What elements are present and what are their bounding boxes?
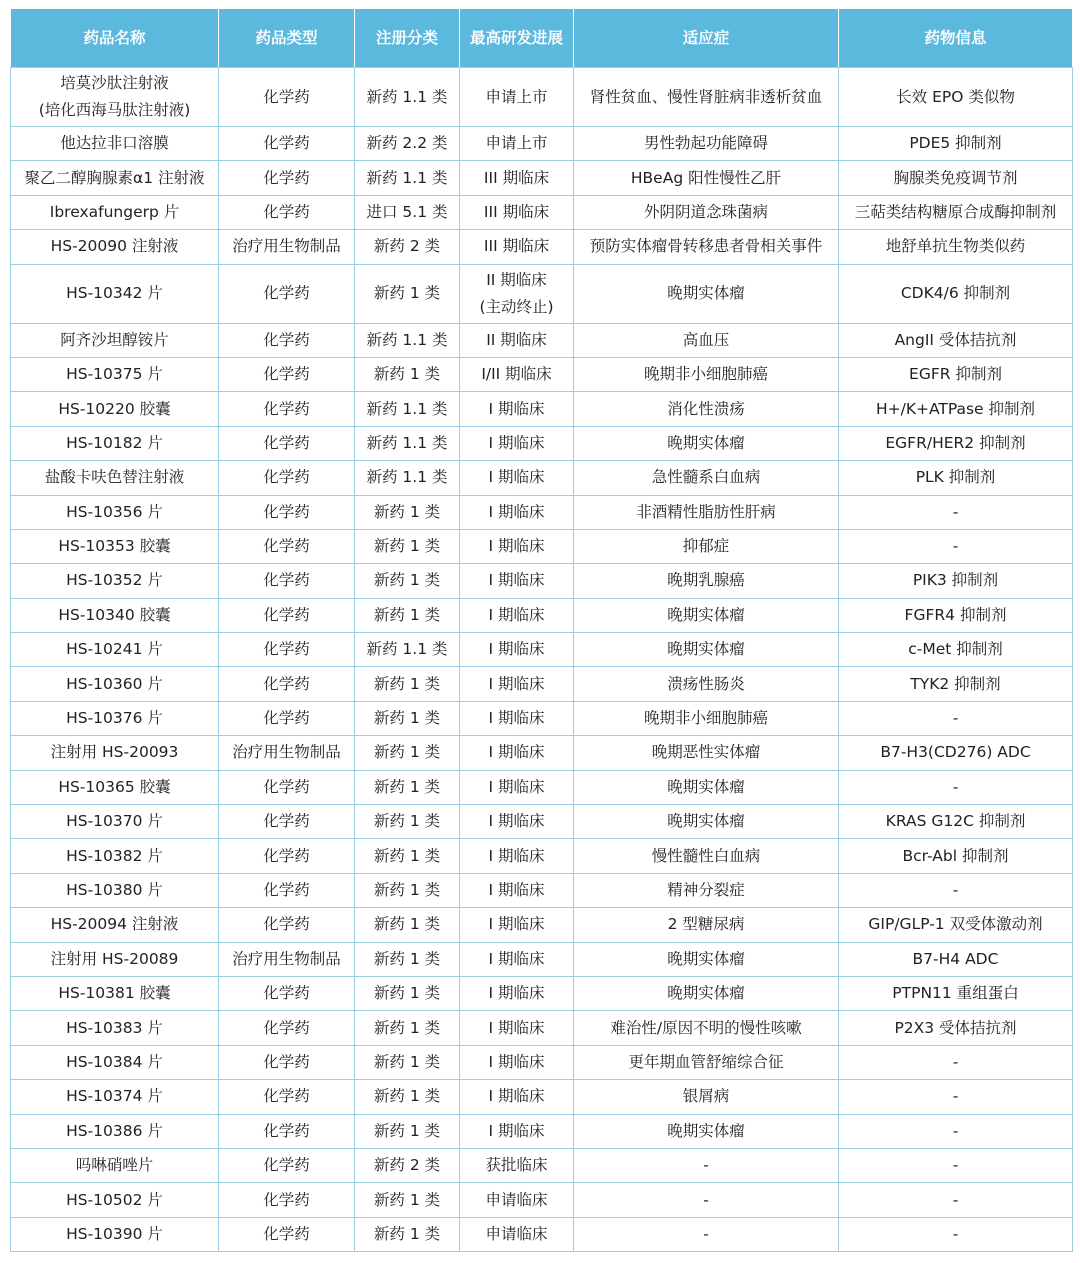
- cell-registration-class: 新药 1.1 类: [355, 68, 460, 127]
- cell-drug-name: HS-10241 片: [11, 633, 219, 667]
- cell-drug-name: HS-10390 片: [11, 1217, 219, 1251]
- header-registration-class: 注册分类: [355, 9, 460, 68]
- table-row: [11, 1114, 1073, 1148]
- header-drug-type: 药品类型: [219, 9, 355, 68]
- table-row: [11, 908, 1073, 942]
- cell-indication: -: [574, 1217, 839, 1251]
- cell-registration-class: 新药 1 类: [355, 908, 460, 942]
- table-row: [11, 701, 1073, 735]
- drug-pipeline-table: [10, 8, 1073, 1252]
- cell-indication: 消化性溃疡: [574, 392, 839, 426]
- table-row: [11, 195, 1073, 229]
- table-row: [11, 736, 1073, 770]
- cell-stage: III 期临床: [460, 230, 574, 264]
- cell-drug-info: CDK4/6 抑制剂: [839, 264, 1073, 323]
- cell-drug-info: GIP/GLP-1 双受体激动剂: [839, 908, 1073, 942]
- cell-drug-type: 化学药: [219, 873, 355, 907]
- cell-stage: I 期临床: [460, 564, 574, 598]
- table-row: [11, 127, 1073, 161]
- cell-stage: I 期临床: [460, 736, 574, 770]
- cell-registration-class: 新药 1 类: [355, 770, 460, 804]
- cell-drug-info: -: [839, 1080, 1073, 1114]
- cell-drug-type: 化学药: [219, 1045, 355, 1079]
- cell-drug-type: 化学药: [219, 495, 355, 529]
- cell-stage: I 期临床: [460, 598, 574, 632]
- cell-drug-info: KRAS G12C 抑制剂: [839, 805, 1073, 839]
- cell-drug-type: 化学药: [219, 392, 355, 426]
- cell-drug-name: Ibrexafungerp 片: [11, 195, 219, 229]
- cell-drug-name: 吗啉硝唑片: [11, 1148, 219, 1182]
- cell-registration-class: 新药 1 类: [355, 1217, 460, 1251]
- cell-indication: 抑郁症: [574, 529, 839, 563]
- cell-drug-name: HS-10182 片: [11, 426, 219, 460]
- cell-registration-class: 新药 1 类: [355, 495, 460, 529]
- cell-drug-info: -: [839, 873, 1073, 907]
- cell-drug-type: 化学药: [219, 633, 355, 667]
- cell-drug-info: -: [839, 529, 1073, 563]
- cell-drug-name: HS-10502 片: [11, 1183, 219, 1217]
- cell-registration-class: 进口 5.1 类: [355, 195, 460, 229]
- cell-stage: I 期临床: [460, 392, 574, 426]
- cell-drug-info: TYK2 抑制剂: [839, 667, 1073, 701]
- cell-drug-name: HS-10352 片: [11, 564, 219, 598]
- cell-drug-info: PLK 抑制剂: [839, 461, 1073, 495]
- cell-drug-name: HS-10380 片: [11, 873, 219, 907]
- cell-registration-class: 新药 1 类: [355, 805, 460, 839]
- cell-stage: I 期临床: [460, 461, 574, 495]
- cell-registration-class: 新药 1 类: [355, 873, 460, 907]
- cell-drug-name: 阿齐沙坦醇铵片: [11, 323, 219, 357]
- cell-line: 培莫沙肽注射液: [60, 74, 169, 92]
- table-row: [11, 873, 1073, 907]
- cell-drug-info: H+/K+ATPase 抑制剂: [839, 392, 1073, 426]
- cell-drug-type: 化学药: [219, 564, 355, 598]
- cell-drug-name: HS-10382 片: [11, 839, 219, 873]
- table-row: [11, 839, 1073, 873]
- table-row: [11, 564, 1073, 598]
- cell-drug-info: c-Met 抑制剂: [839, 633, 1073, 667]
- cell-drug-name: HS-10360 片: [11, 667, 219, 701]
- cell-stage: I 期临床: [460, 426, 574, 460]
- cell-indication: 更年期血管舒缩综合征: [574, 1045, 839, 1079]
- cell-registration-class: 新药 1 类: [355, 1045, 460, 1079]
- cell-registration-class: 新药 1 类: [355, 736, 460, 770]
- table-row: [11, 1045, 1073, 1079]
- cell-indication: 晚期非小细胞肺癌: [574, 357, 839, 391]
- cell-indication: HBeAg 阳性慢性乙肝: [574, 161, 839, 195]
- cell-indication: 难治性/原因不明的慢性咳嗽: [574, 1011, 839, 1045]
- cell-drug-info: EGFR/HER2 抑制剂: [839, 426, 1073, 460]
- cell-drug-name: HS-20094 注射液: [11, 908, 219, 942]
- cell-registration-class: 新药 1.1 类: [355, 323, 460, 357]
- cell-registration-class: 新药 2 类: [355, 1148, 460, 1182]
- cell-drug-name: HS-10353 胶囊: [11, 529, 219, 563]
- cell-registration-class: 新药 1 类: [355, 942, 460, 976]
- cell-drug-info: -: [839, 1045, 1073, 1079]
- cell-drug-info: -: [839, 495, 1073, 529]
- cell-drug-info: B7-H3(CD276) ADC: [839, 736, 1073, 770]
- cell-drug-info: -: [839, 1148, 1073, 1182]
- cell-stage: 申请上市: [460, 127, 574, 161]
- cell-drug-type: 化学药: [219, 976, 355, 1010]
- cell-drug-info: Bcr-Abl 抑制剂: [839, 839, 1073, 873]
- table-row: [11, 633, 1073, 667]
- table-row: [11, 161, 1073, 195]
- cell-drug-type: 化学药: [219, 770, 355, 804]
- cell-registration-class: 新药 1.1 类: [355, 392, 460, 426]
- cell-drug-type: 化学药: [219, 1080, 355, 1114]
- cell-indication: 晚期乳腺癌: [574, 564, 839, 598]
- cell-drug-info: -: [839, 770, 1073, 804]
- header-drug-name: 药品名称: [11, 9, 219, 68]
- table-row: [11, 667, 1073, 701]
- cell-drug-type: 化学药: [219, 839, 355, 873]
- cell-stage: III 期临床: [460, 195, 574, 229]
- cell-registration-class: 新药 1 类: [355, 264, 460, 323]
- cell-drug-type: 化学药: [219, 323, 355, 357]
- cell-stage: III 期临床: [460, 161, 574, 195]
- table-row: [11, 1011, 1073, 1045]
- cell-drug-name: 注射用 HS-20089: [11, 942, 219, 976]
- table-row: [11, 230, 1073, 264]
- cell-indication: 高血压: [574, 323, 839, 357]
- cell-drug-name: HS-10375 片: [11, 357, 219, 391]
- cell-drug-name: HS-10384 片: [11, 1045, 219, 1079]
- cell-stage: 获批临床: [460, 1148, 574, 1182]
- cell-drug-type: 治疗用生物制品: [219, 736, 355, 770]
- cell-drug-type: 化学药: [219, 1217, 355, 1251]
- cell-indication: 晚期实体瘤: [574, 805, 839, 839]
- cell-indication: 晚期实体瘤: [574, 976, 839, 1010]
- cell-stage: 申请临床: [460, 1183, 574, 1217]
- cell-registration-class: 新药 1.1 类: [355, 461, 460, 495]
- cell-stage: I 期临床: [460, 976, 574, 1010]
- table-row: [11, 392, 1073, 426]
- cell-indication: -: [574, 1183, 839, 1217]
- cell-drug-info: -: [839, 1114, 1073, 1148]
- table-row: [11, 598, 1073, 632]
- cell-stage: I 期临床: [460, 495, 574, 529]
- cell-drug-info: 地舒单抗生物类似药: [839, 230, 1073, 264]
- cell-indication: 慢性髓性白血病: [574, 839, 839, 873]
- cell-indication: 晚期非小细胞肺癌: [574, 701, 839, 735]
- cell-indication: 非酒精性脂肪性肝病: [574, 495, 839, 529]
- cell-drug-name: 聚乙二醇胸腺素α1 注射液: [11, 161, 219, 195]
- cell-indication: 晚期实体瘤: [574, 633, 839, 667]
- cell-drug-info: AngII 受体拮抗剂: [839, 323, 1073, 357]
- cell-registration-class: 新药 1 类: [355, 1011, 460, 1045]
- table-row: [11, 529, 1073, 563]
- cell-drug-name: HS-10340 胶囊: [11, 598, 219, 632]
- cell-drug-name: HS-10342 片: [11, 264, 219, 323]
- cell-registration-class: 新药 2.2 类: [355, 127, 460, 161]
- table-row: [11, 1080, 1073, 1114]
- cell-registration-class: 新药 1 类: [355, 529, 460, 563]
- cell-indication: 晚期实体瘤: [574, 598, 839, 632]
- cell-drug-name: 盐酸卡呋色替注射液: [11, 461, 219, 495]
- cell-registration-class: 新药 1 类: [355, 1080, 460, 1114]
- cell-stage: I/II 期临床: [460, 357, 574, 391]
- cell-stage: 申请临床: [460, 1217, 574, 1251]
- table-row: [11, 264, 1073, 323]
- header-indication: 适应症: [574, 9, 839, 68]
- cell-drug-info: PTPN11 重组蛋白: [839, 976, 1073, 1010]
- table-row: [11, 426, 1073, 460]
- cell-registration-class: 新药 1.1 类: [355, 633, 460, 667]
- cell-stage: I 期临床: [460, 805, 574, 839]
- cell-stage: I 期临床: [460, 770, 574, 804]
- cell-drug-type: 化学药: [219, 127, 355, 161]
- cell-indication: 晚期实体瘤: [574, 264, 839, 323]
- cell-drug-name: HS-10370 片: [11, 805, 219, 839]
- cell-indication: 外阴阴道念珠菌病: [574, 195, 839, 229]
- cell-indication: 晚期实体瘤: [574, 426, 839, 460]
- cell-stage: I 期临床: [460, 529, 574, 563]
- cell-drug-info: EGFR 抑制剂: [839, 357, 1073, 391]
- cell-drug-name: HS-10386 片: [11, 1114, 219, 1148]
- cell-registration-class: 新药 1.1 类: [355, 426, 460, 460]
- cell-line: II 期临床: [486, 270, 547, 289]
- cell-drug-type: 化学药: [219, 357, 355, 391]
- cell-line: (主动终止): [479, 297, 554, 316]
- cell-drug-name: HS-10220 胶囊: [11, 392, 219, 426]
- table-body: [11, 68, 1073, 1252]
- cell-drug-type: 化学药: [219, 195, 355, 229]
- cell-drug-type: 化学药: [219, 667, 355, 701]
- cell-stage: I 期临床: [460, 667, 574, 701]
- table-row: [11, 461, 1073, 495]
- cell-stage: I 期临床: [460, 701, 574, 735]
- cell-stage: I 期临床: [460, 1045, 574, 1079]
- cell-indication: 急性髓系白血病: [574, 461, 839, 495]
- cell-drug-type: 化学药: [219, 426, 355, 460]
- cell-registration-class: 新药 1 类: [355, 598, 460, 632]
- cell-drug-name: HS-10374 片: [11, 1080, 219, 1114]
- cell-drug-name: HS-10376 片: [11, 701, 219, 735]
- cell-registration-class: 新药 1 类: [355, 667, 460, 701]
- cell-drug-name: HS-20090 注射液: [11, 230, 219, 264]
- cell-indication: 晚期实体瘤: [574, 942, 839, 976]
- cell-drug-type: 化学药: [219, 1114, 355, 1148]
- table-row: [11, 495, 1073, 529]
- cell-drug-name: HS-10365 胶囊: [11, 770, 219, 804]
- cell-stage: II 期临床: [460, 323, 574, 357]
- cell-stage: I 期临床: [460, 1080, 574, 1114]
- cell-drug-type: 化学药: [219, 68, 355, 127]
- cell-stage: [460, 264, 574, 323]
- cell-registration-class: 新药 1.1 类: [355, 161, 460, 195]
- cell-drug-name: HS-10381 胶囊: [11, 976, 219, 1010]
- cell-registration-class: 新药 1 类: [355, 357, 460, 391]
- cell-drug-type: 化学药: [219, 161, 355, 195]
- cell-drug-name: [11, 68, 219, 127]
- header-highest-stage: 最高研发进展: [460, 9, 574, 68]
- cell-drug-info: 胸腺类免疫调节剂: [839, 161, 1073, 195]
- cell-drug-info: P2X3 受体拮抗剂: [839, 1011, 1073, 1045]
- table-row: [11, 976, 1073, 1010]
- cell-drug-type: 化学药: [219, 1148, 355, 1182]
- cell-stage: I 期临床: [460, 873, 574, 907]
- table-row: [11, 68, 1073, 127]
- cell-indication: 精神分裂症: [574, 873, 839, 907]
- cell-indication: 预防实体瘤骨转移患者骨相关事件: [574, 230, 839, 264]
- cell-drug-info: B7-H4 ADC: [839, 942, 1073, 976]
- cell-registration-class: 新药 1 类: [355, 564, 460, 598]
- cell-drug-name: HS-10356 片: [11, 495, 219, 529]
- cell-drug-info: 长效 EPO 类似物: [839, 68, 1073, 127]
- table-row: [11, 770, 1073, 804]
- cell-drug-info: PDE5 抑制剂: [839, 127, 1073, 161]
- cell-indication: 溃疡性肠炎: [574, 667, 839, 701]
- header-drug-info: 药物信息: [839, 9, 1073, 68]
- header-row: [11, 9, 1073, 68]
- table-row: [11, 1183, 1073, 1217]
- cell-drug-info: -: [839, 701, 1073, 735]
- cell-registration-class: 新药 1 类: [355, 1183, 460, 1217]
- cell-stage: I 期临床: [460, 1011, 574, 1045]
- cell-registration-class: 新药 1 类: [355, 701, 460, 735]
- table-row: [11, 805, 1073, 839]
- cell-drug-type: 治疗用生物制品: [219, 230, 355, 264]
- table-row: [11, 357, 1073, 391]
- cell-indication: 2 型糖尿病: [574, 908, 839, 942]
- table-row: [11, 942, 1073, 976]
- cell-indication: 肾性贫血、慢性肾脏病非透析贫血: [574, 68, 839, 127]
- cell-registration-class: 新药 1 类: [355, 839, 460, 873]
- cell-stage: I 期临床: [460, 633, 574, 667]
- cell-drug-name: 他达拉非口溶膜: [11, 127, 219, 161]
- cell-indication: -: [574, 1148, 839, 1182]
- cell-indication: 晚期实体瘤: [574, 770, 839, 804]
- cell-drug-type: 治疗用生物制品: [219, 942, 355, 976]
- table-row: [11, 1148, 1073, 1182]
- table-row: [11, 1217, 1073, 1251]
- cell-drug-type: 化学药: [219, 701, 355, 735]
- cell-stage: I 期临床: [460, 908, 574, 942]
- cell-drug-type: 化学药: [219, 805, 355, 839]
- cell-drug-type: 化学药: [219, 529, 355, 563]
- cell-drug-type: 化学药: [219, 264, 355, 323]
- cell-drug-info: FGFR4 抑制剂: [839, 598, 1073, 632]
- cell-registration-class: 新药 2 类: [355, 230, 460, 264]
- cell-drug-name: HS-10383 片: [11, 1011, 219, 1045]
- cell-stage: I 期临床: [460, 839, 574, 873]
- cell-drug-type: 化学药: [219, 1183, 355, 1217]
- cell-stage: I 期临床: [460, 942, 574, 976]
- cell-registration-class: 新药 1 类: [355, 976, 460, 1010]
- cell-indication: 晚期实体瘤: [574, 1114, 839, 1148]
- cell-drug-type: 化学药: [219, 908, 355, 942]
- table-row: [11, 323, 1073, 357]
- cell-drug-type: 化学药: [219, 461, 355, 495]
- cell-indication: 银屑病: [574, 1080, 839, 1114]
- cell-drug-name: 注射用 HS-20093: [11, 736, 219, 770]
- cell-drug-info: -: [839, 1217, 1073, 1251]
- cell-line: (培化西海马肽注射液): [38, 101, 191, 119]
- cell-indication: 男性勃起功能障碍: [574, 127, 839, 161]
- cell-indication: 晚期恶性实体瘤: [574, 736, 839, 770]
- cell-registration-class: 新药 1 类: [355, 1114, 460, 1148]
- cell-drug-type: 化学药: [219, 1011, 355, 1045]
- cell-stage: I 期临床: [460, 1114, 574, 1148]
- cell-drug-info: -: [839, 1183, 1073, 1217]
- cell-stage: 申请上市: [460, 68, 574, 127]
- cell-drug-type: 化学药: [219, 598, 355, 632]
- cell-drug-info: PIK3 抑制剂: [839, 564, 1073, 598]
- cell-drug-info: 三萜类结构糖原合成酶抑制剂: [839, 195, 1073, 229]
